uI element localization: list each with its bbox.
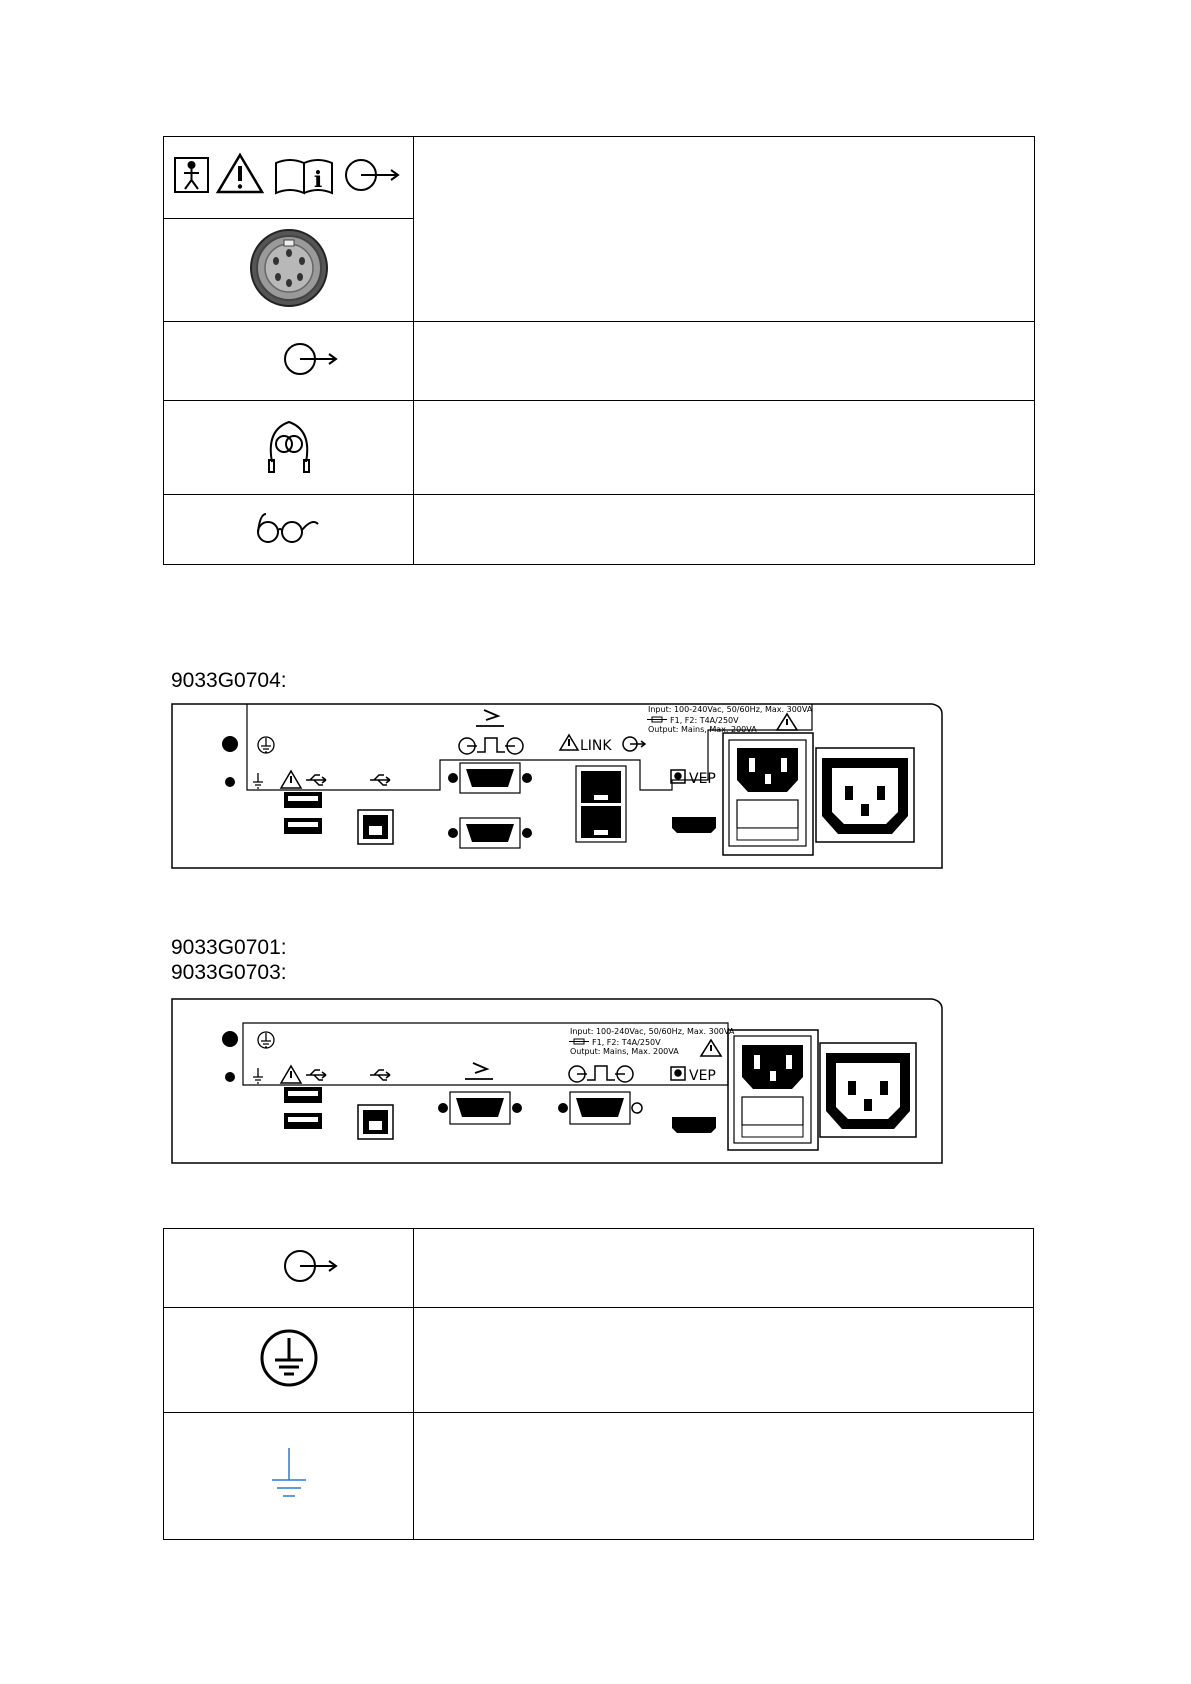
din-connector-icon — [244, 223, 334, 313]
link-label: LINK — [580, 738, 612, 754]
protective-earth-icon — [258, 737, 274, 753]
protective-earth-icon — [258, 1032, 274, 1048]
functional-earth-icon — [253, 773, 263, 788]
functional-earth-icon — [253, 1068, 263, 1083]
symbol-cell — [164, 137, 414, 219]
usb-icon — [306, 1070, 326, 1080]
hdmi-port — [672, 817, 716, 833]
power-output-text: Output: Mains, Max. 200VA — [570, 1047, 679, 1056]
power-inlet-module — [723, 733, 813, 855]
table-row — [164, 1308, 1034, 1413]
description-cell — [414, 401, 1035, 495]
fuse-icon — [569, 1039, 589, 1044]
warning-triangle-icon — [281, 771, 301, 788]
trigger-io-icon — [569, 1066, 633, 1082]
table-row — [164, 1229, 1034, 1308]
usb-b-port — [358, 810, 393, 844]
description-cell — [414, 1308, 1034, 1413]
table-row — [164, 1413, 1034, 1540]
fuse-rating-text: F1, F2: T4A/250V — [670, 716, 739, 725]
description-cell — [414, 322, 1035, 401]
power-output-text: Output: Mains, Max. 200VA — [648, 725, 757, 734]
usb-a-port — [284, 1087, 322, 1129]
power-outlet — [820, 1043, 916, 1137]
db9-port — [448, 763, 532, 793]
symbol-table-bottom — [163, 1228, 1034, 1540]
earth-stud — [222, 736, 238, 787]
usb-icon — [370, 775, 390, 785]
warning-triangle-icon — [560, 735, 578, 750]
symbol-cell — [164, 1229, 414, 1308]
usb-icon — [370, 1070, 390, 1080]
rear-panel-9033G0701-9033G0703 — [170, 995, 960, 1167]
vep-icon — [671, 1067, 685, 1080]
table-row — [164, 495, 1035, 565]
warning-triangle-icon — [701, 1040, 721, 1056]
svg-text:i: i — [313, 167, 322, 193]
output-icon — [346, 160, 398, 190]
trigger-icon — [476, 710, 504, 726]
symbol-cell — [164, 1413, 414, 1540]
output-icon — [278, 1241, 348, 1291]
symbol-cell — [164, 495, 414, 565]
model-label: 9033G0703: — [171, 961, 287, 984]
db9-port — [448, 818, 532, 848]
vep-label: VEP — [689, 771, 716, 787]
rear-panel-9033G0704 — [170, 700, 960, 872]
table-row — [164, 322, 1035, 401]
description-cell — [414, 1413, 1034, 1540]
vep-icon — [671, 770, 685, 783]
output-icon — [278, 334, 348, 384]
model-label: 9033G0701: — [171, 936, 287, 959]
type-bf-applied-part-icon — [175, 158, 208, 192]
consult-instructions-icon — [276, 160, 332, 193]
symbol-cell — [164, 322, 414, 401]
power-inlet-module — [728, 1030, 818, 1150]
usb-icon — [306, 775, 326, 785]
db9-port — [558, 1092, 642, 1124]
functional-earth-icon — [264, 1444, 314, 1504]
rj45-port — [576, 766, 626, 842]
db9-port — [438, 1092, 522, 1124]
fuse-icon — [647, 717, 667, 722]
vep-label: VEP — [689, 1068, 716, 1084]
symbol-cell — [164, 1308, 414, 1413]
model-label: 9033G0704: — [171, 669, 287, 692]
warning-triangle-icon — [218, 155, 262, 192]
description-cell — [414, 137, 1035, 322]
power-input-text: Input: 100-240Vac, 50/60Hz, Max. 300VA — [570, 1027, 735, 1036]
description-cell — [414, 1229, 1034, 1308]
trigger-io-icon — [459, 738, 523, 754]
symbol-table-top — [163, 136, 1035, 565]
symbol-cell — [164, 219, 414, 322]
symbol-group — [169, 145, 409, 205]
warning-triangle-icon — [281, 1066, 301, 1083]
power-outlet — [816, 748, 914, 842]
trigger-icon — [465, 1063, 493, 1079]
headphones-icon — [264, 410, 314, 480]
usb-a-port — [284, 792, 322, 834]
protective-earth-icon — [257, 1326, 321, 1390]
fuse-rating-text: F1, F2: T4A/250V — [592, 1038, 661, 1047]
hdmi-port — [672, 1117, 716, 1133]
earth-stud — [222, 1031, 238, 1082]
description-cell — [414, 495, 1035, 565]
table-row — [164, 401, 1035, 495]
usb-b-port — [358, 1105, 393, 1139]
table-row — [164, 137, 1035, 219]
symbol-cell — [164, 401, 414, 495]
output-icon — [623, 737, 645, 751]
warning-triangle-icon — [777, 714, 797, 730]
goggles-icon — [254, 502, 324, 552]
power-input-text: Input: 100-240Vac, 50/60Hz, Max. 300VA — [648, 705, 813, 714]
